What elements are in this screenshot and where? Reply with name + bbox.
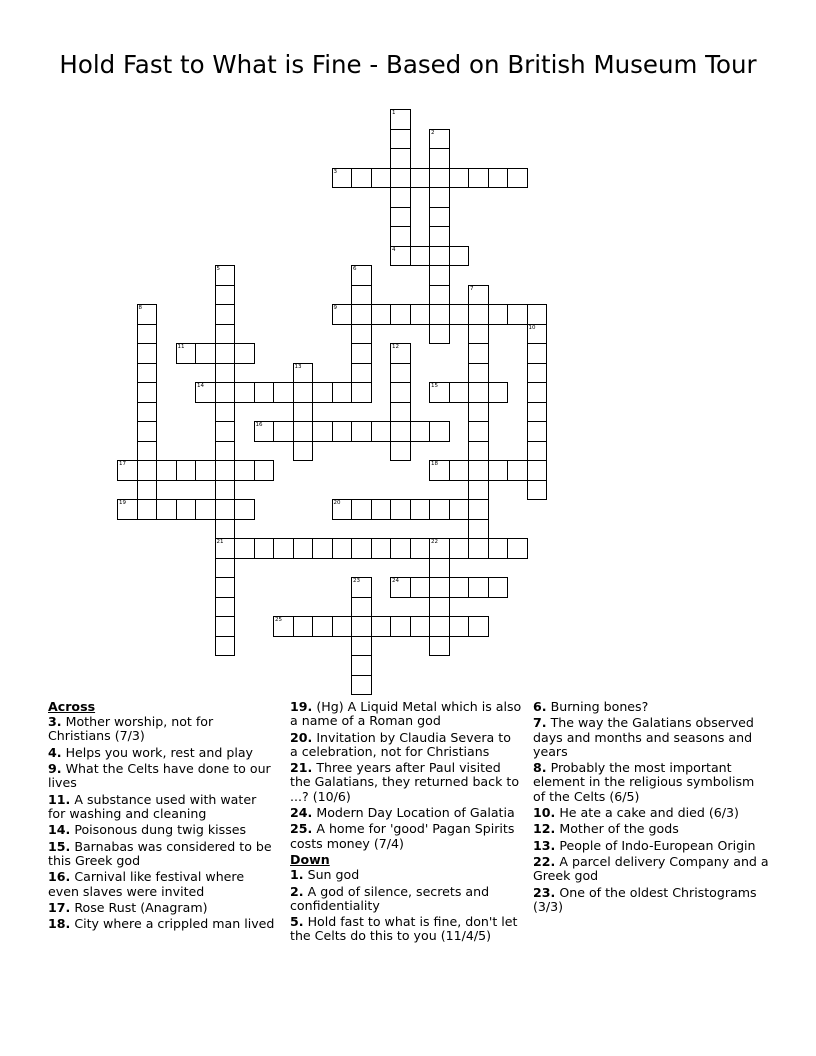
clue-item (290, 885, 522, 913)
grid-cell[interactable] (176, 460, 197, 481)
grid-cell[interactable] (371, 168, 392, 189)
grid-cell[interactable] (527, 460, 548, 481)
grid-cell[interactable] (449, 246, 470, 267)
grid-cell[interactable] (527, 421, 548, 442)
grid-cell[interactable] (312, 616, 333, 637)
grid-cell[interactable] (410, 421, 431, 442)
grid-cell[interactable] (351, 577, 372, 598)
clue-item (533, 761, 769, 804)
grid-cell[interactable] (293, 363, 314, 384)
grid-cell[interactable] (137, 480, 158, 501)
clue-item (533, 822, 769, 836)
grid-cell[interactable] (254, 421, 275, 442)
clue-label: 22. (533, 854, 556, 870)
clue-label: 6. (533, 699, 547, 714)
grid-cell[interactable] (156, 499, 177, 520)
grid-cell[interactable] (215, 304, 236, 325)
clue-number: 22 (431, 539, 438, 545)
grid-cell[interactable] (390, 363, 411, 384)
grid-cell[interactable] (468, 402, 489, 423)
clue-number: 18 (431, 461, 438, 467)
grid-cell[interactable] (468, 324, 489, 345)
grid-cell[interactable] (234, 499, 255, 520)
clue-number: 13 (294, 363, 302, 370)
clue-text: City where a crippled man lived (74, 916, 275, 932)
grid-cell[interactable] (195, 460, 216, 481)
clue-number: 7 (470, 285, 474, 292)
clue-label: 14. (48, 822, 71, 838)
clue-item (290, 761, 522, 804)
clue-text: A parcel delivery Company and a Greek god (533, 854, 769, 884)
clue-label: 17. (48, 899, 71, 915)
grid-cell[interactable] (195, 499, 216, 520)
grid-cell[interactable] (293, 538, 314, 559)
grid-cell[interactable] (273, 538, 294, 559)
grid-cell[interactable] (429, 324, 450, 345)
grid-cell[interactable] (234, 538, 255, 559)
clue-text: Rose Rust (Anagram) (74, 899, 208, 915)
clue-label: 7. (533, 715, 547, 731)
clue-number: 5 (216, 266, 220, 272)
clue-number: 3 (333, 168, 337, 175)
grid-cell[interactable] (215, 499, 236, 520)
grid-cell[interactable] (488, 304, 509, 325)
grid-cell[interactable] (468, 538, 489, 559)
grid-cell[interactable] (156, 460, 177, 481)
clue-label: 19. (290, 699, 313, 714)
grid-cell[interactable] (137, 343, 158, 364)
grid-cell[interactable] (429, 285, 450, 306)
grid-cell[interactable] (429, 577, 450, 598)
grid-cell[interactable] (468, 616, 489, 637)
grid-cell[interactable] (410, 304, 431, 325)
grid-cell[interactable] (449, 168, 470, 189)
grid-cell[interactable] (449, 460, 470, 481)
clue-text: People of Indo-European Origin (559, 837, 756, 853)
clue-text: Carnival like festival where even slaves were invited (48, 869, 245, 899)
clue-number: 15 (431, 383, 438, 389)
clue-label: 5. (290, 914, 304, 930)
clue-number: 6 (353, 266, 357, 272)
clue-number: 21 (216, 539, 224, 545)
grid-cell[interactable] (137, 499, 158, 520)
grid-cell[interactable] (488, 382, 509, 403)
clue-text: One of the oldest Christograms (3/3) (533, 884, 757, 914)
grid-cell[interactable] (429, 597, 450, 618)
grid-cell[interactable] (449, 382, 470, 403)
clue-item (290, 915, 522, 943)
clue-number: 20 (333, 500, 341, 506)
grid-cell[interactable] (468, 441, 489, 462)
clue-label: 9. (48, 761, 62, 777)
clue-text: Helps you work, rest and play (65, 744, 253, 760)
grid-cell[interactable] (351, 265, 372, 286)
clue-text: He ate a cake and died (6/3) (559, 804, 739, 820)
grid-cell[interactable] (429, 558, 450, 579)
grid-cell[interactable] (390, 109, 411, 130)
grid-cell[interactable] (195, 382, 216, 403)
grid-cell[interactable] (429, 187, 450, 208)
clue-item (48, 901, 276, 915)
grid-cell[interactable] (390, 226, 411, 247)
clue-text: Three years after Paul visited the Galatians, they returned back to ...? (10/6) (290, 760, 520, 804)
grid-cell[interactable] (449, 499, 470, 520)
grid-cell[interactable] (468, 382, 489, 403)
grid-cell[interactable] (351, 324, 372, 345)
clue-label: 11. (48, 791, 71, 807)
grid-cell[interactable] (390, 616, 411, 637)
grid-cell[interactable] (429, 168, 450, 189)
clue-text: Invitation by Claudia Severa to a celebration, not for Christians (290, 729, 511, 759)
grid-cell[interactable] (410, 538, 431, 559)
grid-cell[interactable] (176, 343, 197, 364)
clue-number: 23 (353, 578, 360, 584)
clue-text: Poisonous dung twig kisses (74, 822, 247, 838)
grid-cell[interactable] (351, 382, 372, 403)
grid-cell[interactable] (371, 304, 392, 325)
grid-cell[interactable] (215, 577, 236, 598)
clue-item (533, 839, 769, 853)
clue-label: 13. (533, 837, 556, 853)
grid-cell[interactable] (410, 577, 431, 598)
clue-label: 23. (533, 884, 556, 900)
clue-number: 25 (275, 617, 282, 623)
grid-cell[interactable] (215, 538, 236, 559)
grid-cell[interactable] (488, 168, 509, 189)
grid-cell[interactable] (293, 441, 314, 462)
grid-cell[interactable] (234, 382, 255, 403)
grid-cell[interactable] (332, 382, 353, 403)
clue-text: Probably the most important element in the religious symbolism of the Celts (6/5) (533, 760, 755, 804)
grid-cell[interactable] (137, 382, 158, 403)
grid-cell[interactable] (312, 421, 333, 442)
clue-text: A home for 'good' Pagan Spirits costs money (7/4) (290, 821, 515, 851)
grid-cell[interactable] (429, 226, 450, 247)
grid-cell[interactable] (429, 460, 450, 481)
grid-cell[interactable] (234, 460, 255, 481)
grid-cell[interactable] (468, 168, 489, 189)
grid-cell[interactable] (468, 304, 489, 325)
grid-cell[interactable] (527, 441, 548, 462)
grid-cell[interactable] (468, 577, 489, 598)
grid-cell[interactable] (390, 304, 411, 325)
clue-text: Barnabas was considered to be this Greek god (48, 838, 272, 868)
clue-item (533, 806, 769, 820)
grid-cell[interactable] (468, 285, 489, 306)
clue-number: 17 (119, 461, 126, 467)
grid-cell[interactable] (390, 499, 411, 520)
clue-text: Mother of the gods (559, 821, 679, 837)
clue-item (290, 731, 522, 759)
grid-cell[interactable] (527, 402, 548, 423)
clue-item (48, 715, 276, 743)
grid-cell[interactable] (507, 538, 528, 559)
grid-cell[interactable] (351, 363, 372, 384)
grid-cell[interactable] (449, 616, 470, 637)
grid-cell[interactable] (390, 441, 411, 462)
grid-cell[interactable] (293, 421, 314, 442)
grid-cell[interactable] (410, 246, 431, 267)
clue-item (48, 870, 276, 898)
grid-cell[interactable] (468, 363, 489, 384)
clue-text: Burning bones? (550, 699, 649, 714)
grid-cell[interactable] (429, 129, 450, 150)
clue-text: Mother worship, not for Christians (7/3) (48, 714, 214, 744)
grid-cell[interactable] (332, 616, 353, 637)
clue-label: 25. (290, 821, 313, 837)
clue-text: A god of silence, secrets and confidentiality (290, 883, 490, 913)
grid-cell[interactable] (429, 636, 450, 657)
grid-cell[interactable] (137, 421, 158, 442)
grid-cell[interactable] (332, 538, 353, 559)
clue-number: 10 (528, 324, 536, 331)
clue-item (533, 886, 769, 914)
clue-number: 14 (197, 383, 204, 389)
grid-cell[interactable] (390, 168, 411, 189)
clue-label: 21. (290, 760, 313, 776)
grid-cell[interactable] (527, 480, 548, 501)
grid-cell[interactable] (332, 499, 353, 520)
grid-cell[interactable] (215, 558, 236, 579)
clue-text: Modern Day Location of Galatia (316, 804, 515, 820)
grid-cell[interactable] (351, 168, 372, 189)
grid-cell[interactable] (215, 519, 236, 540)
grid-cell[interactable] (390, 246, 411, 267)
clue-text: Hold fast to what is fine, don't let the Celts do this to you (11/4/5) (290, 914, 518, 944)
clue-label: 20. (290, 729, 313, 745)
grid-cell[interactable] (468, 343, 489, 364)
grid-cell[interactable] (215, 597, 236, 618)
grid-cell[interactable] (527, 363, 548, 384)
clue-label: 1. (290, 867, 304, 883)
grid-cell[interactable] (176, 499, 197, 520)
grid-cell[interactable] (117, 460, 138, 481)
clue-number: 8 (138, 305, 142, 311)
clue-item (48, 793, 276, 821)
grid-cell[interactable] (410, 499, 431, 520)
clue-item (290, 700, 522, 728)
grid-cell[interactable] (390, 402, 411, 423)
clue-item (290, 806, 522, 820)
grid-cell[interactable] (215, 616, 236, 637)
grid-cell[interactable] (390, 207, 411, 228)
grid-cell[interactable] (468, 519, 489, 540)
grid-cell[interactable] (215, 265, 236, 286)
down-heading: Down (290, 851, 330, 867)
grid-cell[interactable] (468, 480, 489, 501)
clue-item (290, 868, 522, 882)
grid-cell[interactable] (468, 499, 489, 520)
grid-cell[interactable] (351, 421, 372, 442)
grid-cell[interactable] (351, 655, 372, 676)
grid-cell[interactable] (410, 168, 431, 189)
grid-cell[interactable] (234, 343, 255, 364)
grid-cell[interactable] (468, 460, 489, 481)
grid-cell[interactable] (390, 382, 411, 403)
clue-number: 9 (333, 305, 337, 311)
grid-cell[interactable] (410, 616, 431, 637)
grid-cell[interactable] (351, 597, 372, 618)
grid-cell[interactable] (390, 129, 411, 150)
clue-label: 15. (48, 838, 71, 854)
grid-cell[interactable] (351, 538, 372, 559)
clue-label: 18. (48, 916, 71, 932)
clue-item (48, 917, 276, 931)
grid-cell[interactable] (351, 616, 372, 637)
grid-cell[interactable] (332, 168, 353, 189)
grid-cell[interactable] (371, 538, 392, 559)
grid-cell[interactable] (215, 441, 236, 462)
grid-cell[interactable] (254, 538, 275, 559)
grid-cell[interactable] (527, 382, 548, 403)
grid-cell[interactable] (468, 421, 489, 442)
grid-cell[interactable] (390, 421, 411, 442)
clue-number: 1 (392, 110, 396, 116)
clue-item (48, 746, 276, 760)
grid-cell[interactable] (137, 402, 158, 423)
grid-cell[interactable] (507, 460, 528, 481)
grid-cell[interactable] (117, 499, 138, 520)
grid-cell[interactable] (351, 304, 372, 325)
grid-cell[interactable] (273, 421, 294, 442)
grid-cell[interactable] (137, 460, 158, 481)
grid-cell[interactable] (527, 304, 548, 325)
clue-item (48, 762, 276, 790)
clue-label: 12. (533, 821, 556, 837)
grid-cell[interactable] (488, 577, 509, 598)
grid-cell[interactable] (371, 421, 392, 442)
grid-cell[interactable] (351, 636, 372, 657)
grid-cell[interactable] (312, 538, 333, 559)
clue-item (48, 840, 276, 868)
grid-cell[interactable] (215, 460, 236, 481)
grid-cell[interactable] (215, 402, 236, 423)
grid-cell[interactable] (215, 363, 236, 384)
grid-cell[interactable] (449, 577, 470, 598)
grid-cell[interactable] (390, 343, 411, 364)
grid-cell[interactable] (488, 538, 509, 559)
grid-cell[interactable] (429, 382, 450, 403)
grid-cell[interactable] (390, 187, 411, 208)
clue-item (533, 700, 769, 714)
clue-item (290, 822, 522, 850)
clue-item (533, 716, 769, 759)
grid-cell[interactable] (273, 382, 294, 403)
grid-cell[interactable] (312, 382, 333, 403)
grid-cell[interactable] (429, 265, 450, 286)
grid-cell[interactable] (371, 499, 392, 520)
clue-number: 19 (119, 500, 126, 506)
clue-label: 24. (290, 804, 313, 820)
grid-cell[interactable] (527, 324, 548, 345)
grid-cell[interactable] (527, 343, 548, 364)
clue-label: 10. (533, 804, 556, 820)
grid-cell[interactable] (429, 421, 450, 442)
grid-cell[interactable] (429, 207, 450, 228)
grid-cell[interactable] (429, 304, 450, 325)
clue-item (533, 855, 769, 883)
grid-cell[interactable] (293, 382, 314, 403)
grid-cell[interactable] (429, 246, 450, 267)
clue-number: 12 (392, 344, 399, 350)
clue-text: What the Celts have done to our lives (48, 761, 271, 791)
clue-item (48, 823, 276, 837)
clue-column-3 (533, 700, 769, 916)
clue-column-1 (48, 700, 276, 934)
clue-column-2 (290, 700, 522, 946)
grid-cell[interactable] (449, 304, 470, 325)
grid-cell[interactable] (390, 577, 411, 598)
grid-cell[interactable] (488, 460, 509, 481)
page-title: Hold Fast to What is Fine - Based on British Museum Tour (59, 50, 757, 79)
grid-cell[interactable] (137, 441, 158, 462)
grid-cell[interactable] (254, 460, 275, 481)
grid-cell[interactable] (195, 343, 216, 364)
clue-label: 8. (533, 760, 547, 776)
clue-number: 24 (392, 578, 399, 584)
clue-label: 2. (290, 883, 304, 899)
grid-cell[interactable] (429, 499, 450, 520)
grid-cell[interactable] (215, 285, 236, 306)
grid-cell[interactable] (137, 304, 158, 325)
grid-cell[interactable] (351, 675, 372, 696)
grid-cell[interactable] (215, 343, 236, 364)
grid-cell[interactable] (429, 538, 450, 559)
grid-cell[interactable] (507, 304, 528, 325)
grid-cell[interactable] (137, 363, 158, 384)
grid-cell[interactable] (390, 538, 411, 559)
across-heading: Across (48, 699, 96, 714)
clue-number: 11 (177, 344, 185, 350)
grid-cell[interactable] (215, 382, 236, 403)
grid-cell[interactable] (215, 636, 236, 657)
grid-cell[interactable] (390, 148, 411, 169)
grid-cell[interactable] (371, 616, 392, 637)
grid-cell[interactable] (215, 324, 236, 345)
clue-text: A substance used with water for washing and cleaning (48, 791, 257, 821)
clue-number: 2 (431, 129, 435, 136)
grid-cell[interactable] (351, 499, 372, 520)
clue-number: 16 (255, 422, 263, 428)
grid-cell[interactable] (293, 616, 314, 637)
grid-cell[interactable] (293, 402, 314, 423)
grid-cell[interactable] (507, 168, 528, 189)
grid-cell[interactable] (137, 324, 158, 345)
grid-cell[interactable] (254, 382, 275, 403)
clue-number: 4 (392, 246, 396, 253)
clue-text: The way the Galatians observed days and months and seasons and years (533, 715, 754, 759)
grid-cell[interactable] (332, 304, 353, 325)
grid-cell[interactable] (332, 421, 353, 442)
clue-label: 3. (48, 714, 62, 730)
clue-label: 16. (48, 869, 71, 885)
clue-text: (Hg) A Liquid Metal which is also a name of a Roman god (290, 699, 522, 729)
grid-cell[interactable] (351, 343, 372, 364)
grid-cell[interactable] (215, 421, 236, 442)
grid-cell[interactable] (215, 480, 236, 501)
clue-label: 4. (48, 744, 62, 760)
grid-cell[interactable] (351, 285, 372, 306)
grid-cell[interactable] (273, 616, 294, 637)
grid-cell[interactable] (429, 148, 450, 169)
clue-text: Sun god (307, 867, 360, 883)
grid-cell[interactable] (449, 538, 470, 559)
grid-cell[interactable] (429, 616, 450, 637)
